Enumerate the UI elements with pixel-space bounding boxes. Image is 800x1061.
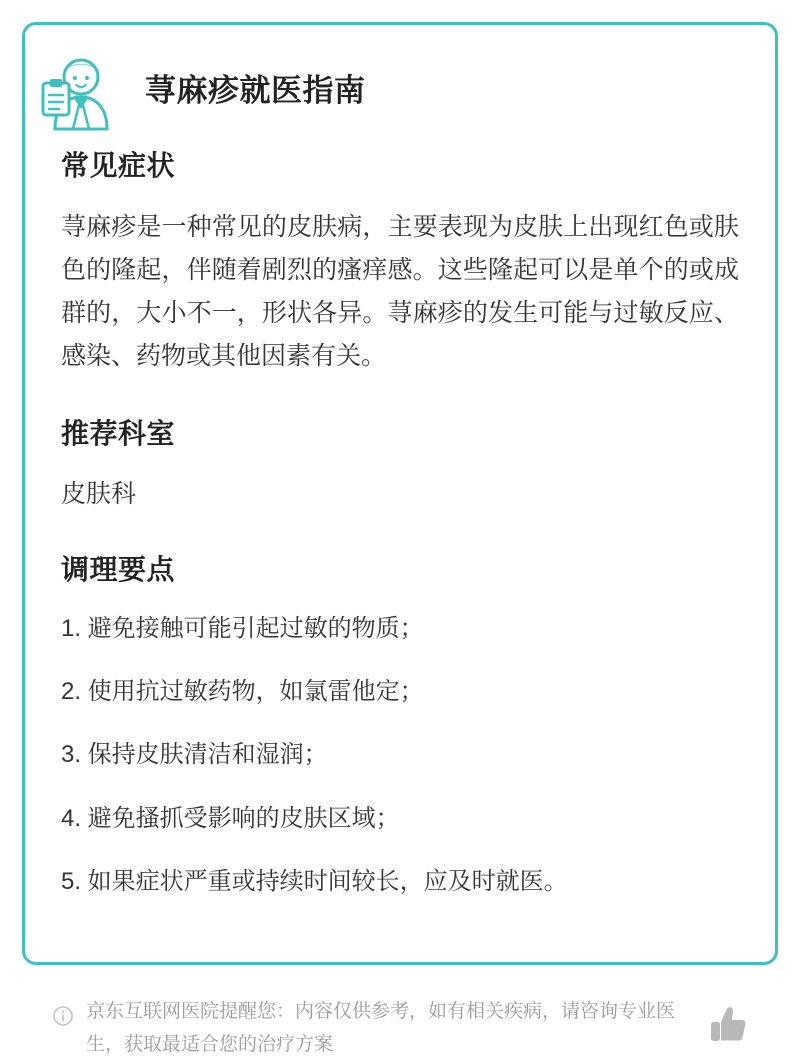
list-item: 2. 使用抗过敏药物，如氯雷他定；: [61, 678, 424, 706]
disclaimer-text: 京东互联网医院提醒您：内容仅供参考，如有相关疾病，请咨询专业医生，获取最适合您的治疗方案: [86, 1000, 676, 1056]
list-item: 1. 避免接触可能引起过敏的物质；: [61, 615, 424, 642]
doctor-avatar-icon: [33, 37, 129, 133]
section-heading-department: 推荐科室: [61, 418, 176, 449]
list-item: 3. 保持皮肤清洁和湿润；: [61, 741, 328, 769]
footer-disclaimer-bar: [22, 983, 778, 1061]
section-body-department: 皮肤科: [61, 480, 137, 508]
list-item: 5. 如果症状严重或持续时间较长，应及时就医。: [61, 867, 568, 895]
section-body-symptoms: 荨麻疹是一种常见的皮肤病，主要表现为皮肤上出现红色或肤色的隆起，伴随着剧烈的瘙痒感。这些隆起可以是单个的或成群的，大小不一，形状各异。荨麻疹的发生可能与过敏反应、感染、药物或其他因素有关。: [61, 213, 739, 370]
info-circle-icon: [52, 1005, 74, 1027]
care-tips-list: [61, 610, 739, 900]
section-heading-symptoms: 常见症状: [61, 150, 176, 181]
section-heading-care-tips: 调理要点: [61, 554, 176, 585]
list-item: 4. 避免搔抓受影响的皮肤区域；: [61, 804, 400, 832]
thumbs-up-icon[interactable]: [708, 1003, 748, 1047]
page-title: 荨麻疹就医指南: [145, 73, 366, 108]
guide-card: [22, 22, 778, 965]
